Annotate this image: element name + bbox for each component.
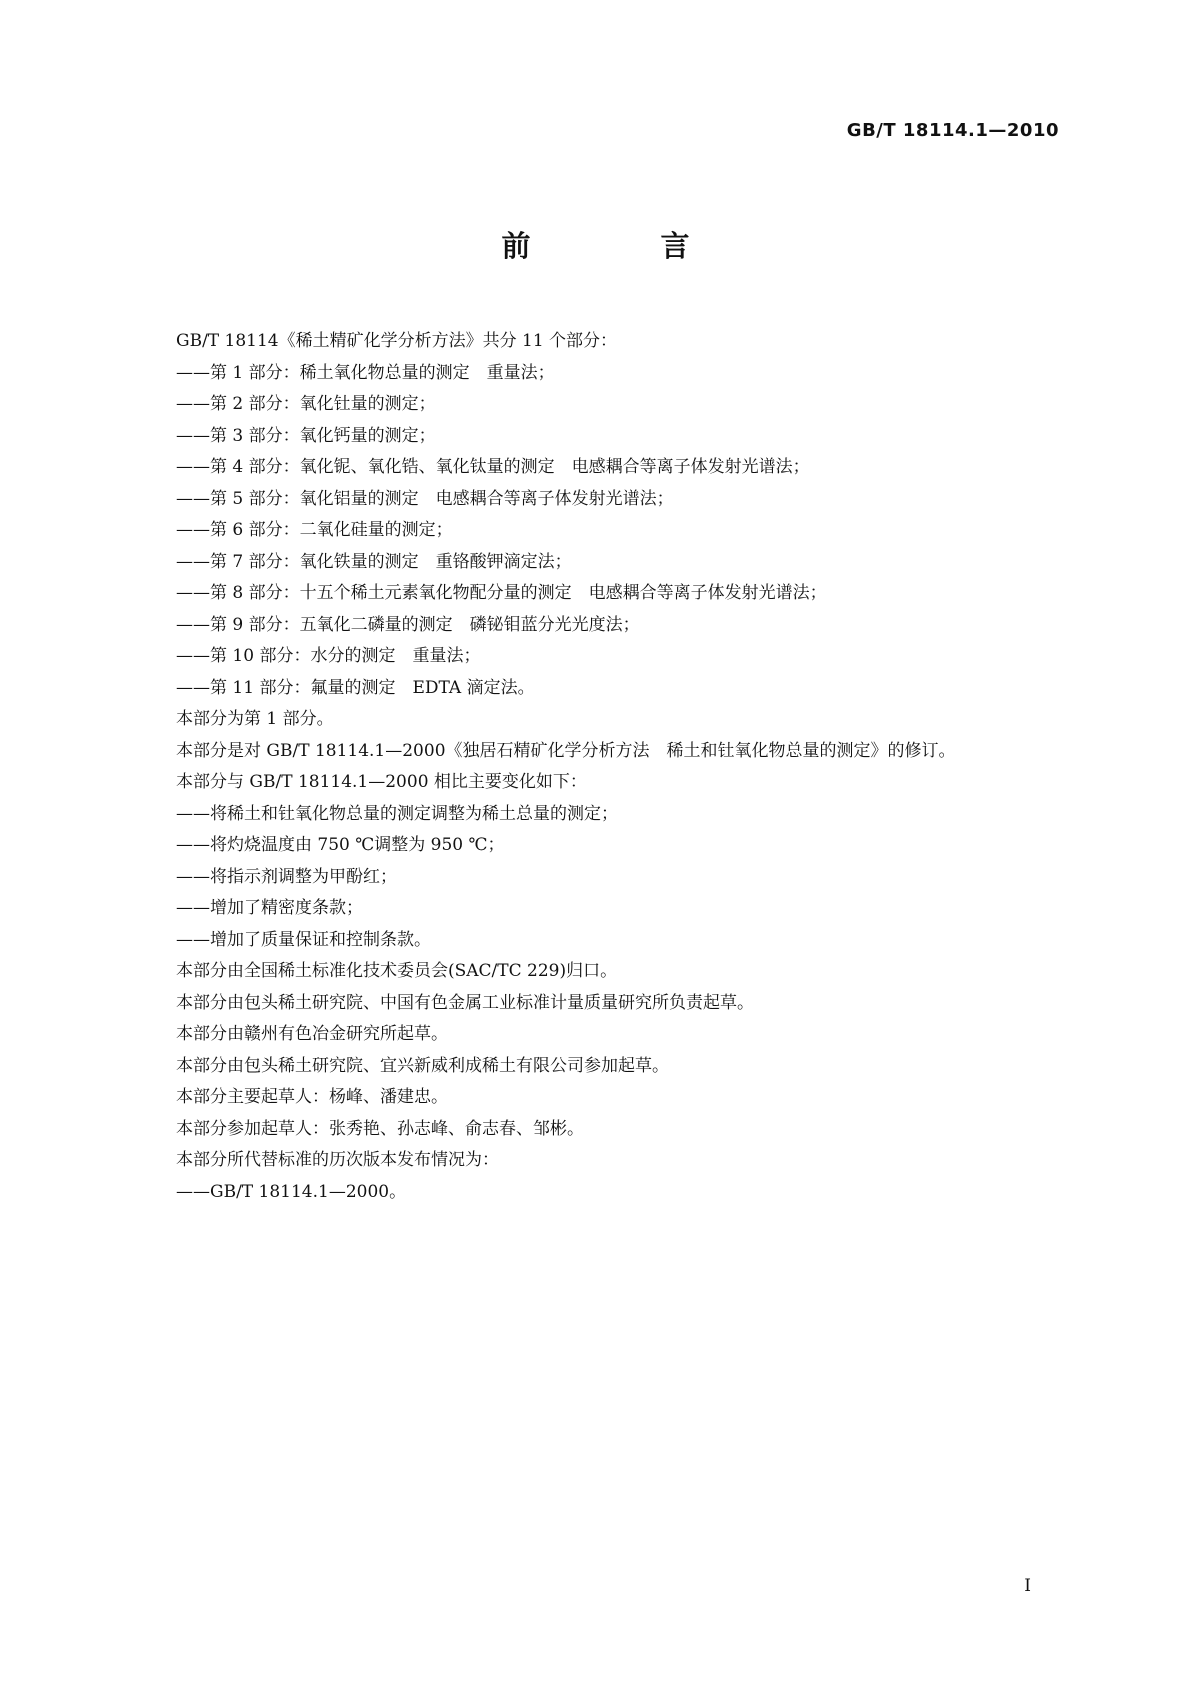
statement-paragraph: 本部分所代替标准的历次版本发布情况为： — [176, 1150, 499, 1170]
part-list-item: ——第 8 部分：十五个稀土元素氧化物配分量的测定 电感耦合等离子体发射光谱法； — [176, 583, 827, 603]
change-list-item: ——将指示剂调整为甲酚红； — [176, 866, 397, 887]
part-list-item: ——第 3 部分：氧化钙量的测定； — [176, 425, 436, 446]
revision-paragraph: 本部分是对 GB/T 18114.1—2000《独居石精矿化学分析方法 稀土和钍氧化物总量的测定》的修订。 — [176, 740, 956, 761]
previous-version-item: ——GB/T 18114.1—2000。 — [176, 1181, 407, 1202]
change-list-item: ——将灼烧温度由 750 ℃调整为 950 ℃； — [176, 835, 505, 855]
part-list-item: ——第 2 部分：氧化钍量的测定； — [176, 394, 436, 414]
change-list-item: ——将稀土和钍氧化物总量的测定调整为稀土总量的测定； — [176, 803, 618, 824]
part-list-item: ——第 11 部分：氟量的测定 EDTA 滴定法。 — [176, 677, 535, 698]
change-list-item: ——增加了精密度条款； — [176, 898, 363, 918]
intro-paragraph: GB/T 18114《稀土精矿化学分析方法》共分 11 个部分： — [176, 331, 618, 351]
part-list-item: ——第 4 部分：氧化铌、氧化锆、氧化钛量的测定 电感耦合等离子体发射光谱法； — [176, 457, 810, 477]
statement-paragraph: 本部分主要起草人：杨峰、潘建忠。 — [176, 1087, 448, 1107]
part-list-item: ——第 9 部分：五氧化二磷量的测定 磷铋钼蓝分光光度法； — [176, 614, 640, 635]
page-number: I — [1024, 1576, 1031, 1596]
part-list-item: ——第 7 部分：氧化铁量的测定 重铬酸钾滴定法； — [176, 551, 572, 572]
part-list-item: ——第 5 部分：氧化铝量的测定 电感耦合等离子体发射光谱法； — [176, 488, 674, 509]
standard-code: GB/T 18114.1—2010 — [846, 120, 1059, 141]
part-list-item: ——第 6 部分：二氧化硅量的测定； — [176, 520, 453, 540]
statement-paragraph: 本部分由全国稀土标准化技术委员会(SAC/TC 229)归口。 — [176, 961, 618, 981]
this-part-paragraph: 本部分为第 1 部分。 — [176, 709, 334, 729]
statement-paragraph: 本部分由包头稀土研究院、中国有色金属工业标准计量质量研究所负责起草。 — [176, 992, 754, 1013]
part-list-item: ——第 10 部分：水分的测定 重量法； — [176, 646, 481, 666]
part-list-item: ——第 1 部分：稀土氧化物总量的测定 重量法； — [176, 362, 555, 383]
foreword-body — [124, 326, 1068, 1208]
change-list-item: ——增加了质量保证和控制条款。 — [176, 929, 431, 950]
statement-paragraph: 本部分由包头稀土研究院、宜兴新威利成稀土有限公司参加起草。 — [176, 1055, 669, 1076]
statement-paragraph: 本部分由赣州有色冶金研究所起草。 — [176, 1024, 448, 1044]
changes-intro-paragraph: 本部分与 GB/T 18114.1—2000 相比主要变化如下： — [176, 772, 587, 792]
page-title: 前 言 — [501, 229, 750, 263]
statement-paragraph: 本部分参加起草人：张秀艳、孙志峰、俞志春、邹彬。 — [176, 1118, 584, 1139]
